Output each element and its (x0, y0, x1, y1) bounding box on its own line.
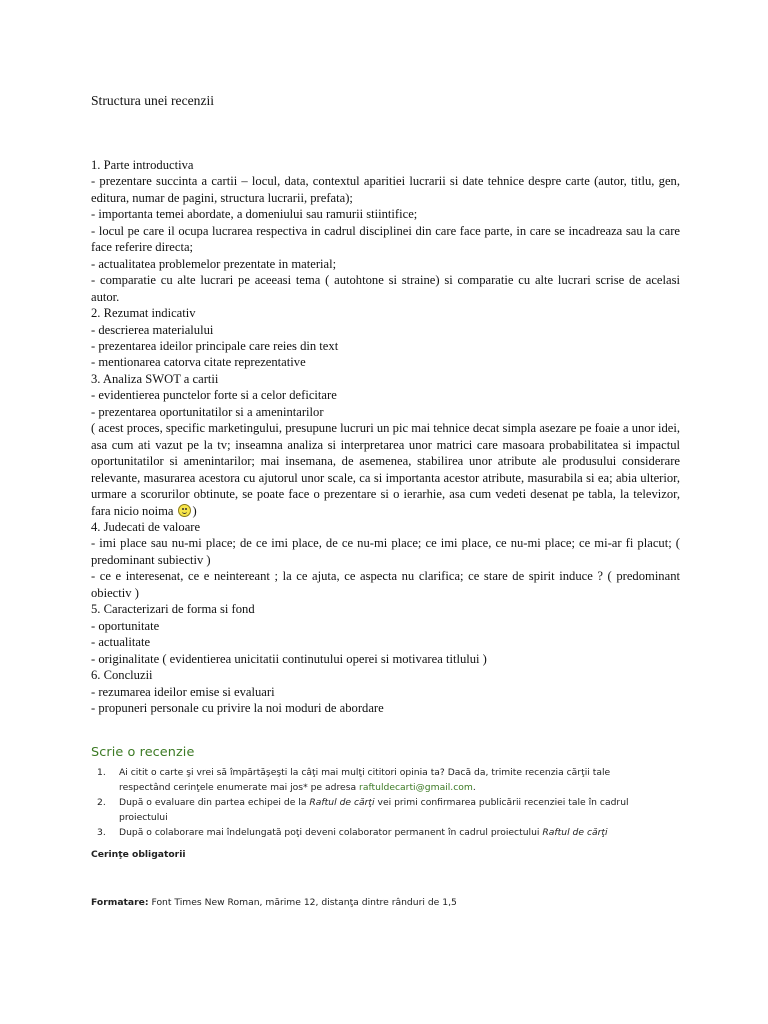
smiley-icon (178, 504, 191, 517)
document-line: - locul pe care il ocupa lucrarea respectiva in cadrul disciplinei din care face parte, in care se incadreaza sau la care face referire directa; (91, 223, 680, 255)
review-item-number: 2. (97, 797, 106, 808)
document-line: - rezumarea ideilor emise si evaluari (91, 684, 275, 699)
document-line: - descrierea materialului (91, 322, 214, 337)
project-name: Raftul de cărţi (309, 797, 375, 808)
format-text: Font Times New Roman, mărime 12, distanţa dintre rânduri de 1,5 (148, 897, 457, 908)
review-item-text: După o evaluare din partea echipei de la (119, 797, 310, 808)
document-line: - importanta temei abordate, a domeniului sau ramurii stiintifice; (91, 207, 418, 222)
document-line: 1. Parte introductiva (91, 158, 194, 172)
document-line: - actualitatea problemelor prezentate in material; (91, 256, 337, 271)
review-heading: Scrie o recenzie (91, 745, 195, 760)
document-line: - propuneri personale cu privire la noi moduri de abordare (91, 700, 384, 715)
email-link[interactable]: raftuldecarti@gmail.com (359, 782, 473, 793)
document-line: - prezentare succinta a cartii – locul, data, contextul aparitiei lucrarii si date tehnice despre carte (autor, titlu, gen, editura, numar de pagini, structura lucrarii, prefata); (91, 174, 680, 205)
review-item-3 (91, 825, 651, 840)
format-line (91, 897, 457, 908)
document-line: - mentionarea catorva citate reprezentative (91, 355, 306, 370)
document-line: - oportunitate (91, 618, 160, 633)
document-body (91, 157, 680, 716)
document-line: 3. Analiza SWOT a cartii (91, 371, 219, 386)
review-item-number: 1. (97, 767, 106, 778)
section-lines-part2 (91, 519, 680, 716)
review-list (91, 765, 651, 840)
document-line: 5. Caracterizari de forma si fond (91, 602, 255, 617)
document-line: - prezentarea oportunitatilor si a amenintarilor (91, 404, 324, 419)
project-name: Raftul de cărţi (542, 827, 608, 838)
document-line: - imi place sau nu-mi place; de ce imi place, de ce nu-mi place; ce imi place, ce nu-mi place; ce mi-ar fi placut; ( predominant subiectiv ) (91, 536, 680, 567)
document-line: 4. Judecati de valoare (91, 519, 201, 534)
document-title: Structura unei recenzii (91, 93, 215, 108)
document-line: 6. Concluzii (91, 668, 153, 683)
format-label: Formatare: (91, 897, 149, 908)
review-item-2 (91, 795, 651, 825)
swot-paragraph (91, 420, 680, 519)
review-item-text: După o colaborare mai îndelungată poţi deveni colaborator permanent în cadrul proiectului (119, 827, 543, 838)
document-line: - actualitate (91, 635, 151, 650)
requirements-label: Cerinţe obligatorii (91, 849, 186, 860)
document-line: - ce e interesenat, ce e neintereant ; la ce ajuta, ce aspecta nu clarifica; ce stare de spirit induce ? ( predominant obiectiv ) (91, 569, 680, 600)
section-lines-part1 (91, 157, 680, 420)
document-line: - prezentarea ideilor principale care reies din text (91, 338, 339, 353)
review-item-number: 3. (97, 827, 106, 838)
review-item-text-end: vei primi confirmarea publicării recenziei tale în cadrul proiectului (119, 797, 629, 823)
document-line: - originalitate ( evidentierea unicitatii continutului operei si motivarea titlului ) (91, 651, 487, 666)
swot-paragraph-text: ( acest proces, specific marketingului, presupune lucruri un pic mai tehnice decat simpla asezare pe foaie a unor idei, asa cum ati vazut pe la tv; inseamna analiza si interpretarea unor matrici care masoara probabilitatea si impactul oportunitatilor si amenintarilor; mai insemana, de asemenea, stabilirea unor atribute ale produsului considerare relevante, masurarea acestora cu ajutorul unor scale, ca si importanta acestor atribute, masurabila si ea; abia ulterior, urmare a scorurilor obtinute, se poate face o prezentare si o ierarhie, asa cum vedeti desenat pe tabla, la televizor, fara nicio noima (91, 421, 680, 518)
document-line: 2. Rezumat indicativ (91, 306, 196, 321)
document-line: - evidentierea punctelor forte si a celor deficitare (91, 388, 337, 403)
review-item-text: Ai citit o carte şi vrei să împărtăşeşti la câţi mai mulţi cititori opinia ta? Dacă da, trimite recenzia cărţii tale respectând cerinţele enumerate mai jos* pe adresa (119, 767, 611, 793)
document-line: - comparatie cu alte lucrari pe aceeasi tema ( autohtone si straine) si comparatie cu alte lucrari scrise de acelasi autor. (91, 273, 680, 304)
swot-paragraph-end: ) (192, 503, 197, 518)
review-item-text-end: . (472, 782, 476, 793)
review-item-1 (91, 765, 651, 795)
